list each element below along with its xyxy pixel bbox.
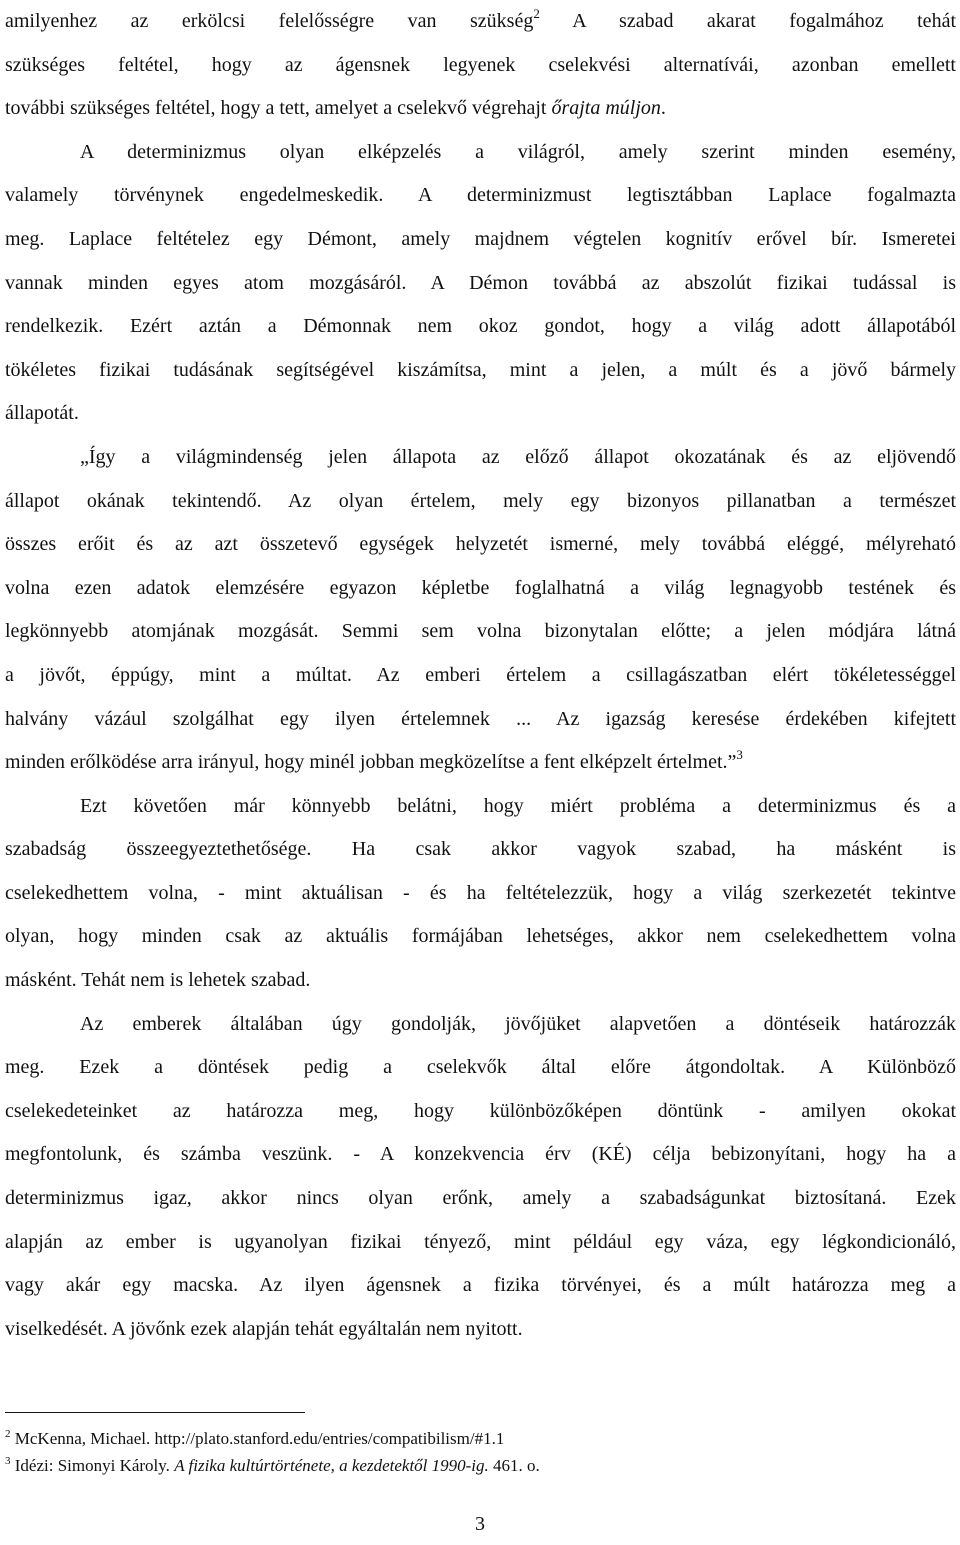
text-run: vannak minden egyes atom mozgásáról. A Démon továbbá az abszolút fizikai tudással is (5, 271, 956, 294)
text-run: . (660, 97, 666, 120)
text-run: Idézi: Simonyi Károly. (10, 1456, 175, 1475)
text-run: amilyenhez az erkölcsi felelősségre van szükség (5, 10, 534, 32)
text-run: McKenna, Michael. http://plato.stanford.edu/entries/compatibilism/#1.1 (10, 1429, 505, 1448)
text-run: másként. Tehát nem is lehetek szabad. (5, 969, 311, 992)
text-line (5, 44, 956, 88)
text-run: minden erőlködése arra irányul, hogy minél jobban megközelítse a fent elképzelt értelmet.” (5, 751, 737, 774)
text-line (5, 218, 956, 262)
text-run: Az emberek általában úgy gondolják, jövőjüket alapvetően a döntéseik határozzák (80, 1012, 956, 1035)
text-line (5, 1090, 956, 1134)
footnote-ref: 2 (5, 1428, 11, 1440)
text-run: állapotát. (5, 402, 79, 425)
text-run: cselekedeteinket az határozza meg, hogy különbözőképen döntünk - amilyen okokat (5, 1099, 956, 1122)
text-run: meg. Laplace feltételez egy Démont, amely majdnem végtelen kognitív erővel bír. Ismeretei (5, 227, 956, 250)
text-line (5, 872, 956, 916)
text-line (5, 436, 956, 480)
text-line (5, 349, 956, 393)
footnote-ref: 3 (736, 747, 743, 763)
text-line (5, 654, 956, 698)
footnote-ref: 3 (5, 1455, 11, 1467)
text-run: állapot okának tekintendő. Az olyan értelem, mely egy bizonyos pillanatban a természet (5, 489, 956, 512)
text-run: valamely törvénynek engedelmeskedik. A determinizmust legtisztábban Laplace fogalmazta (5, 184, 956, 207)
text-line (5, 480, 956, 524)
text-run: tökéletes fizikai tudásának segítségével kiszámítsa, mint a jelen, a múlt és a jövő bármely (5, 358, 956, 381)
footnote-separator (5, 1412, 305, 1413)
text-run: vagy akár egy macska. Az ilyen ágensnek a fizika törvényei, és a múlt határozza meg a (5, 1274, 956, 1297)
text-run: halvány vázául szolgálhat egy ilyen értelemnek ... Az igazság keresése érdekében kifejtett (5, 707, 956, 730)
text-run: A szabad akarat fogalmához tehát (539, 10, 956, 32)
text-run: megfontolunk, és számba veszünk. - A konzekvencia érv (KÉ) célja bebizonyítani, hogy ha a (5, 1143, 956, 1166)
text-run: determinizmus igaz, akkor nincs olyan erőnk, amely a szabadságunkat biztosítaná. Ezek (5, 1187, 956, 1210)
body-text (5, 0, 956, 1351)
text-run: további szükséges feltétel, hogy a tett, amelyet a cselekvő végrehajt (5, 97, 552, 120)
italic-text: A fizika kultúrtörténete, a kezdetektől 1990-ig. (174, 1456, 489, 1475)
text-run: szükséges feltétel, hogy az ágensnek legyenek cselekvési alternatívái, azonban emellett (5, 53, 956, 76)
text-run: a jövőt, éppúgy, mint a múltat. Az emberi értelem a csillagászatban elért tökéletességgel (5, 663, 956, 686)
footnote-fn3 (5, 1452, 945, 1479)
text-run: rendelkezik. Ezért aztán a Démonnak nem okoz gondot, hogy a világ adott állapotából (5, 315, 956, 338)
text-line (5, 828, 956, 872)
text-line (5, 1177, 956, 1221)
text-line (5, 392, 956, 436)
text-line (5, 1221, 956, 1265)
text-run: olyan, hogy minden csak az aktuális formájában lehetséges, akkor nem cselekedhettem volna (5, 925, 956, 948)
text-line (5, 0, 956, 44)
text-run: cselekedhettem volna, - mint aktuálisan - és ha feltételezzük, hogy a világ szerkezetét tekintve (5, 881, 956, 904)
text-run: meg. Ezek a döntések pedig a cselekvők által előre átgondoltak. A Különböző (5, 1056, 956, 1079)
text-run: viselkedését. A jövőnk ezek alapján tehát egyáltalán nem nyitott. (5, 1317, 523, 1340)
text-line (5, 915, 956, 959)
page-number: 3 (475, 1513, 485, 1535)
text-run: 461. o. (488, 1456, 540, 1475)
text-line (5, 698, 956, 742)
text-line (5, 1308, 956, 1352)
text-run: legkönnyebb atomjának mozgását. Semmi sem volna bizonytalan előtte; a jelen módjára látná (5, 620, 956, 643)
text-line (5, 1133, 956, 1177)
text-line (5, 610, 956, 654)
text-line (5, 1264, 956, 1308)
text-run: összes erőit és az azt összetevő egységek helyzetét ismerné, mely továbbá eléggé, mélyreható (5, 533, 956, 556)
text-line (5, 741, 956, 785)
text-line (5, 305, 956, 349)
text-line (5, 131, 956, 175)
text-line (5, 174, 956, 218)
text-line (5, 567, 956, 611)
text-run: „Így a világmindenség jelen állapota az előző állapot okozatának és az eljövendő (80, 445, 956, 468)
text-line (5, 959, 956, 1003)
text-line (5, 1046, 956, 1090)
text-line (5, 87, 956, 131)
text-run: volna ezen adatok elemzésére egyazon képletbe foglalhatná a világ legnagyobb testének és (5, 576, 956, 599)
text-run: szabadság összeegyeztethetősége. Ha csak akkor vagyok szabad, ha másként is (5, 838, 956, 861)
footnote-ref: 2 (533, 6, 540, 21)
text-line (5, 1003, 956, 1047)
text-line (5, 523, 956, 567)
text-line (5, 785, 956, 829)
text-run: alapján az ember is ugyanolyan fizikai tényező, mint például egy váza, egy légkondicionáló, (5, 1230, 956, 1253)
footnote-fn2 (5, 1425, 945, 1452)
italic-text: őrajta múljon (551, 97, 661, 120)
text-run: Ezt követően már könnyebb belátni, hogy miért probléma a determinizmus és a (80, 794, 956, 817)
text-run: A determinizmus olyan elképzelés a világról, amely szerint minden esemény, (80, 140, 956, 163)
footnotes (5, 1425, 945, 1479)
text-line (5, 262, 956, 306)
